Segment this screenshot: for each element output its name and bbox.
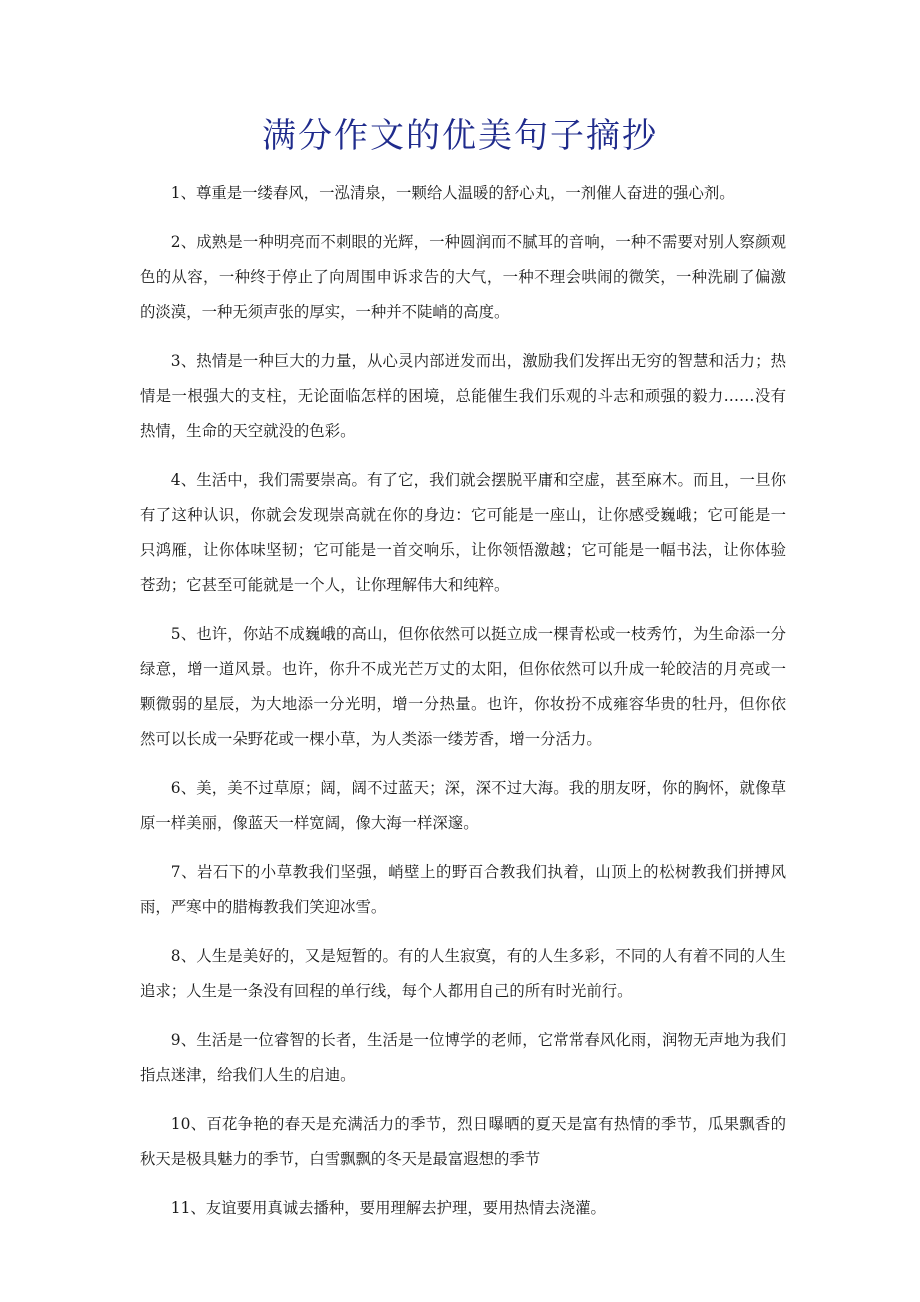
document-body <box>140 176 786 1240</box>
page-title: 满分作文的优美句子摘抄 <box>262 116 658 156</box>
paragraph-5: 5、也许，你站不成巍峨的高山，但你依然可以挺立成一棵青松或一枝秀竹，为生命添一分绿意，增一道风景。也许，你升不成光芒万丈的太阳，但你依然可以升成一轮皎洁的月亮或一颗微弱的星辰，为大地添一分光明，增一分热量。也许，你妆扮不成雍容华贵的牡丹，但你依然可以长成一朵野花或一棵小草，为人类添一缕芳香，增一分活力。 <box>140 625 786 748</box>
paragraph-9: 9、生活是一位睿智的长者，生活是一位博学的老师，它常常春风化雨，润物无声地为我们指点迷津，给我们人生的启迪。 <box>140 1031 786 1084</box>
paragraph-4: 4、生活中，我们需要崇高。有了它，我们就会摆脱平庸和空虚，甚至麻木。而且，一旦你有了这种认识，你就会发现崇高就在你的身边：它可能是一座山，让你感受巍峨；它可能是一只鸿雁，让你体味坚韧；它可能是一首交响乐，让你领悟激越；它可能是一幅书法，让你体验苍劲；它甚至可能就是一个人，让你理解伟大和纯粹。 <box>140 471 786 594</box>
paragraph-11: 11、友谊要用真诚去播种，要用理解去护理，要用热情去浇灌。 <box>170 1199 606 1217</box>
paragraph-8: 8、人生是美好的，又是短暂的。有的人生寂寞，有的人生多彩，不同的人有着不同的人生追求；人生是一条没有回程的单行线，每个人都用自己的所有时光前行。 <box>140 947 786 1000</box>
paragraph-6: 6、美，美不过草原；阔，阔不过蓝天；深，深不过大海。我的朋友呀，你的胸怀，就像草原一样美丽，像蓝天一样宽阔，像大海一样深邃。 <box>140 779 786 832</box>
paragraph-10: 10、百花争艳的春天是充满活力的季节，烈日曝晒的夏天是富有热情的季节，瓜果飘香的秋天是极具魅力的季节，白雪飘飘的冬天是最富遐想的季节 <box>140 1115 786 1168</box>
paragraph-7: 7、岩石下的小草教我们坚强，峭壁上的野百合教我们执着，山顶上的松树教我们拼搏风雨，严寒中的腊梅教我们笑迎冰雪。 <box>140 863 786 916</box>
paragraph-3: 3、热情是一种巨大的力量，从心灵内部迸发而出，激励我们发挥出无穷的智慧和活力；热情是一根强大的支柱，无论面临怎样的困境，总能催生我们乐观的斗志和顽强的毅力……没有热情，生命的天空就没的色彩。 <box>140 352 786 440</box>
paragraph-2: 2、成熟是一种明亮而不刺眼的光辉，一种圆润而不腻耳的音响，一种不需要对别人察颜观色的从容，一种终于停止了向周围申诉求告的大气，一种不理会哄闹的微笑，一种洗刷了偏激的淡漠，一种无须声张的厚实，一种并不陡峭的高度。 <box>140 233 786 321</box>
paragraph-1: 1、尊重是一缕春风，一泓清泉，一颗给人温暖的舒心丸，一剂催人奋进的强心剂。 <box>170 184 735 202</box>
